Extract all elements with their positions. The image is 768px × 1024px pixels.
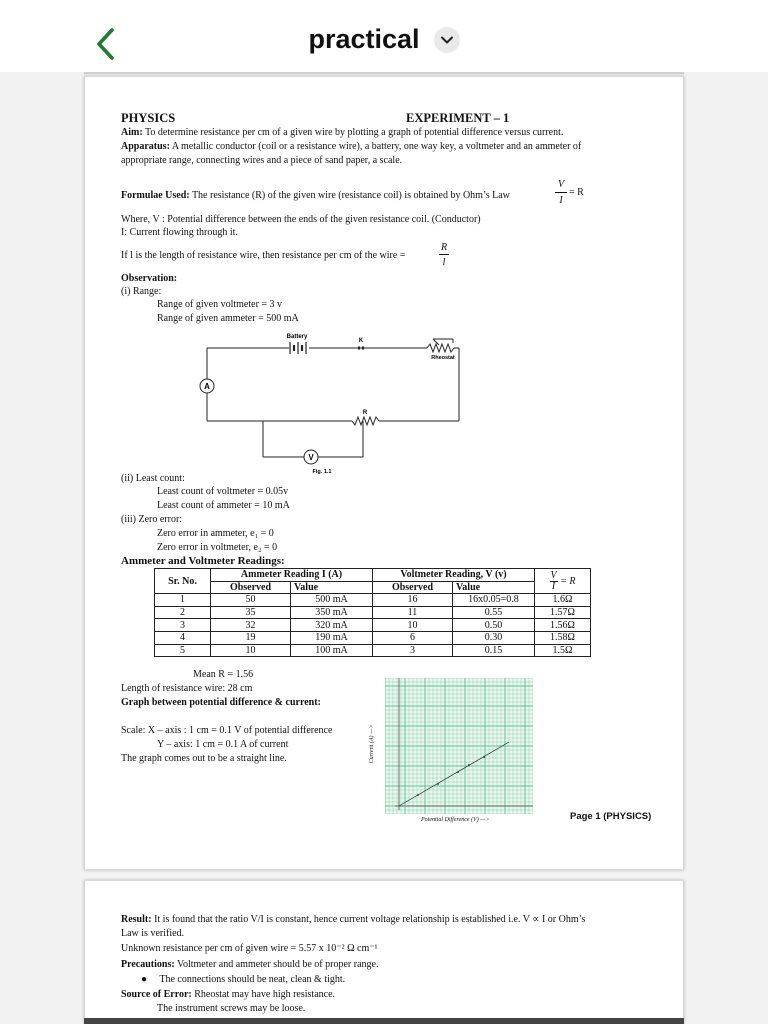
formulae-text: The resistance (R) of the given wire (resistance coil) is obtained by Ohm’s Law (191, 190, 510, 201)
current-line: I: Current flowing through it. (121, 227, 238, 238)
sr-no-header: Sr. No. (155, 569, 211, 594)
per-cm-formula-bar (439, 254, 449, 255)
ratio-header (535, 569, 591, 594)
voltmeter-range: Range of given voltmeter = 3 v (157, 299, 283, 310)
app-header (0, 0, 768, 72)
voltmeter-header: Voltmeter Reading, V (v) (373, 569, 535, 582)
table-cell: 10 (211, 644, 291, 657)
circuit-diagram (197, 329, 487, 477)
least-count-label: (ii) Least count: (121, 473, 185, 484)
ohm-formula-bar (555, 192, 567, 193)
ohm-formula-denominator: I (559, 195, 563, 206)
chevron-down-icon (434, 27, 460, 53)
voltmeter-observed-header: Observed (373, 581, 453, 594)
table-cell: 2 (155, 606, 211, 619)
zero-error-ammeter: Zero error in ammeter, e₁ = 0 (157, 528, 274, 539)
key-label: K (358, 338, 364, 344)
data-point (417, 794, 419, 796)
ammeter-range: Range of given ammeter = 500 mA (157, 313, 299, 324)
table-cell: 32 (211, 619, 291, 632)
bullet-icon: ● (141, 974, 148, 985)
table-cell: 0.55 (453, 606, 535, 619)
result-text: It is found that the ratio V/I is constant, hence current voltage relationship is established i.e. V ∝ I or Ohm’s (154, 914, 586, 925)
table-cell: 16 (373, 594, 453, 607)
subject-heading: PHYSICS (121, 111, 176, 125)
vi-graph (385, 678, 533, 814)
table-cell: 0.30 (453, 631, 535, 644)
table-cell: 1.57Ω (535, 606, 591, 619)
table-cell: 4 (155, 631, 211, 644)
table-cell: 1.56Ω (535, 619, 591, 632)
aim-line (121, 126, 563, 139)
page-label: Page 1 (PHYSICS) (570, 811, 652, 822)
table-cell: 1 (155, 594, 211, 607)
table-cell: 16x0.05=0.8 (453, 594, 535, 607)
document-title[interactable]: practical (308, 24, 420, 54)
readings-title: Ammeter and Voltmeter Readings: (121, 555, 285, 567)
document-page-1[interactable] (84, 76, 684, 870)
length-line: If l is the length of resistance wire, then resistance per cm of the wire = (121, 250, 406, 261)
graph-y-label: Current (A) —> (369, 724, 375, 764)
page-bottom-edge (84, 1018, 684, 1024)
table-cell: 1.5Ω (535, 644, 591, 657)
figure-caption: Fig. 1.1 (312, 469, 332, 475)
precautions-label: Precautions: (121, 959, 175, 970)
result-text-2: Law is verified. (121, 928, 185, 939)
ammeter-symbol: A (204, 382, 210, 391)
apparatus-line (121, 140, 581, 153)
table-cell: 0.50 (453, 619, 535, 632)
precaution-bullet (141, 973, 345, 986)
range-label: (i) Range: (121, 286, 162, 297)
table-cell: 1.6Ω (535, 594, 591, 607)
table-row (155, 644, 591, 657)
table-row (155, 606, 591, 619)
table-cell: 50 (211, 594, 291, 607)
table-cell: 10 (373, 619, 453, 632)
observation-label: Observation: (121, 273, 178, 284)
title-bar (0, 24, 768, 55)
source-text: Rheostat may have high resistance. (194, 989, 336, 1000)
table-row (155, 594, 591, 607)
readings-table (154, 568, 591, 657)
per-cm-formula-denominator: l (442, 257, 446, 268)
zero-error-label: (iii) Zero error: (121, 514, 183, 525)
least-count-ammeter: Least count of ammeter = 10 mA (157, 500, 290, 511)
where-line: Where, V : Potential difference between the ends of the given resistance coil. (Conductor) (121, 214, 481, 225)
table-row (155, 619, 591, 632)
table-cell: 3 (155, 619, 211, 632)
table-row (155, 631, 591, 644)
table-cell: 1.58Ω (535, 631, 591, 644)
table-cell: 0.15 (453, 644, 535, 657)
table-cell: 35 (211, 606, 291, 619)
experiment-heading: EXPERIMENT – 1 (406, 111, 510, 125)
ammeter-header: Ammeter Reading I (A) (211, 569, 373, 582)
table-cell: 190 mA (291, 631, 373, 644)
data-point (457, 771, 459, 773)
zero-error-voltmeter: Zero error in voltmeter, e₂ = 0 (157, 542, 278, 553)
document-page-2[interactable] (84, 880, 684, 1024)
wire-length: Length of resistance wire: 28 cm (121, 683, 253, 694)
apparatus-text: A metallic conductor (coil or a resistance wire), a battery, one way key, a voltmeter and an ammeter of (171, 141, 582, 152)
data-point (468, 764, 470, 766)
source-line (121, 988, 335, 1001)
mean-r: Mean R = 1.56 (193, 669, 254, 680)
scale-y: Y – axis: 1 cm = 0.1 A of current (157, 739, 289, 750)
title-menu-button[interactable] (434, 27, 460, 53)
ammeter-value-header: Value (291, 581, 373, 594)
precautions-text: Voltmeter and ammeter should be of proper range. (177, 959, 379, 970)
ratio-header-den: I (551, 580, 556, 592)
table-cell: 320 mA (291, 619, 373, 632)
ohm-formula-rhs: = R (569, 187, 584, 198)
unknown-resistance: Unknown resistance per cm of given wire = 5.57 x 10⁻² Ω cm⁻¹ (121, 943, 378, 954)
least-count-voltmeter: Least count of voltmeter = 0.05v (157, 486, 289, 497)
per-cm-formula-numerator: R (440, 242, 448, 253)
formulae-label: Formulae Used: (121, 190, 190, 201)
table-cell: 350 mA (291, 606, 373, 619)
resistor-label: R (362, 410, 368, 416)
voltmeter-value-header: Value (453, 581, 535, 594)
table-cell: 6 (373, 631, 453, 644)
table-cell: 500 mA (291, 594, 373, 607)
rheostat-label: Rheostat (431, 355, 455, 361)
aim-label: Aim: (121, 127, 143, 138)
ohm-formula-numerator: V (557, 179, 565, 190)
result-line (121, 913, 585, 926)
graph-x-label: Potential Difference (V) —> (421, 817, 490, 823)
table-cell: 19 (211, 631, 291, 644)
ratio-header-num: V (550, 569, 557, 581)
result-label: Result: (121, 914, 152, 925)
voltmeter-symbol: V (308, 453, 314, 462)
aim-text: To determine resistance per cm of a given wire by plotting a graph of potential difference versus current. (145, 127, 564, 138)
page-divider (84, 72, 684, 74)
ammeter-observed-header: Observed (211, 581, 291, 594)
table-cell: 100 mA (291, 644, 373, 657)
source-label: Source of Error: (121, 989, 192, 1000)
table-cell: 3 (373, 644, 453, 657)
table-cell: 11 (373, 606, 453, 619)
apparatus-label: Apparatus: (121, 141, 170, 152)
table-cell: 5 (155, 644, 211, 657)
battery-label: Battery (286, 334, 308, 340)
scale-x: Scale: X – axis : 1 cm = 0.1 V of potential difference (121, 725, 333, 736)
graph-heading: Graph between potential difference & current: (121, 697, 321, 708)
graph-y-label-wrap (363, 717, 381, 773)
formulae-line (121, 189, 510, 202)
data-point (483, 756, 485, 758)
ratio-header-rhs: = R (560, 575, 576, 587)
precautions-line (121, 958, 378, 971)
bullet-text: The connections should be neat, clean & tight. (159, 974, 346, 985)
graph-note: The graph comes out to be a straight line. (121, 753, 287, 764)
source-text-2: The instrument screws may be loose. (157, 1003, 306, 1014)
data-point (437, 783, 439, 785)
apparatus-text-2: appropriate range, connecting wires and a piece of sand paper, a scale. (121, 155, 403, 166)
